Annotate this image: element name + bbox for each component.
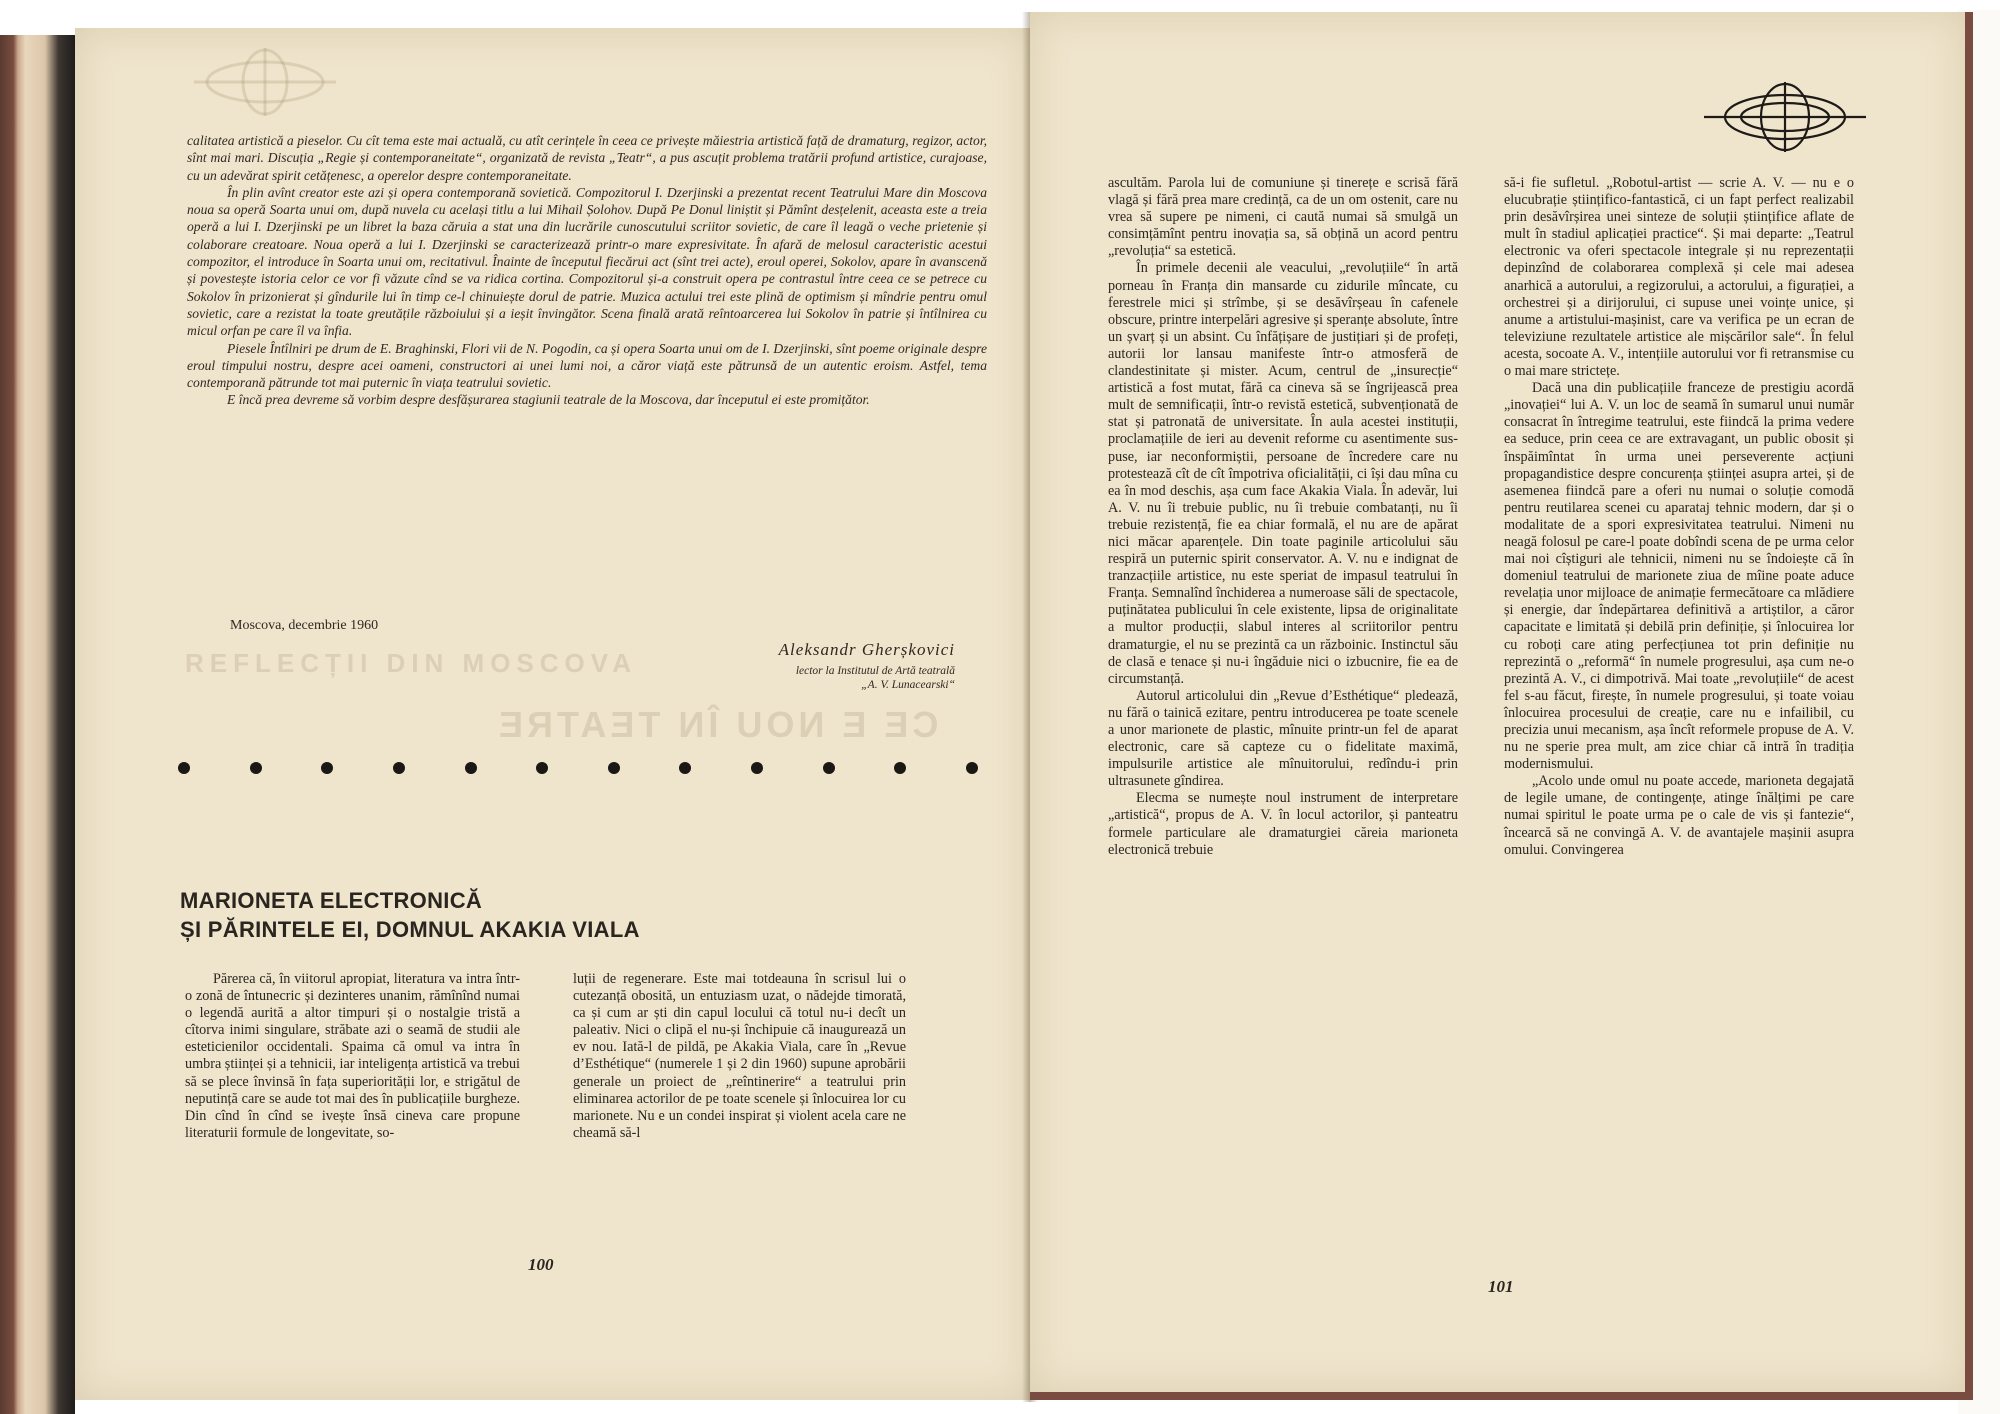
faded-globe-logo-icon [190, 46, 340, 118]
intro-paragraph: În plin avînt creator este azi și opera contemporană sovietică. Compozitorul I. Dzerjinski a prezentat recent Teatrului Mare din Moscova noua sa operă Soarta unui om, după nuvela cu același titlu a lui Mihail Șolohov. După Pe Donul liniștit și Pămînt desțelenit, aceasta este a treia operă a lui I. Dzerjinski pe un libret la baza căruia a stat una din lucrările cunoscutului scriitor sovietic, de care îl leagă o veche prietenie și colaborare creatoare. Noua operă a lui I. Dzerjinski se caracterizează printr-o mare expresivitate. În afară de melosul caracteristic acestui compozitor, el introduce în Soarta unui om, recitativul. Înainte de începutul fiecărui act (sînt trei acte), eroul operei, Sokolov, apare în avanscenă și povestește istoria celor ce vor fi văzute cînd se va ridica cortina. Compozitorul și-a construit opera pe contrastul între ceea ce se petrece cu Sokolov în prizonierat și gîndurile lui în timp ce-l chinuiește dorul de patrie. Muzica actului trei este plină de optimism și mîndrie pentru omul sovietic, care a rezistat la toate greutățile războiului și a ieșit învingător. Scena finală arată reîntoarcerea lui Sokolov în patrie și întîlnirea cu micul orfan pe care îl va înfia. [187, 184, 987, 339]
globe-logo-icon [1702, 80, 1868, 154]
intro-paragraph: calitatea artistică a pieselor. Cu cît tema este mai actuală, cu atît cerințele în ceea ce privește măiestria artistică față de dramaturg, regizor, actor, sînt mai mari. Discuția „Regie și contemporaneitate“, organizată de revista „Teatr“, a pus ascuțit problema tratării profund artistice, curajoase, cu un adevărat spirit cetățenesc, a operelor despre contemporaneitate. [187, 133, 987, 183]
separator-dot [823, 762, 835, 774]
article-column-1 [185, 971, 520, 1281]
separator-dot [393, 762, 405, 774]
article-paragraph: ascultăm. Parola lui de comuniune și tinerețe e scrisă fără vlagă și fără prea mare credință, ca de un om ostenit, care nu vrea să supere pe nimeni, ci caută numai să smulgă un consimțămînt pentru inovația sa, să obțină un acord pentru „revoluția“ sa estetică. [1108, 175, 1458, 260]
page-number: 101 [1488, 1277, 1514, 1296]
right-page [1030, 12, 1973, 1400]
article-column-3 [1108, 175, 1458, 1260]
article-column-2 [573, 971, 906, 1281]
separator-dot [250, 762, 262, 774]
intro-paragraph: E încă prea devreme să vorbim despre desfășurarea stagiunii teatrale de la Moscova, dar începutul ei este promițător. [227, 392, 870, 408]
intro-text-block [187, 132, 987, 502]
intro-paragraph: Piesele Întîlniri pe drum de E. Braghinski, Flori vii de N. Pogodin, ca și opera Soarta unui om de I. Dzerjinski, sînt poeme originale despre eroul timpului nostru, despre acei oameni, constructori ai unei lumi noi, a căror viață este pătrunsă de un autentic eroism. Astfel, tema contemporană pătrunde tot mai puternic în viața teatrului sovietic. [187, 340, 987, 391]
separator-dot [465, 762, 477, 774]
article-title [180, 886, 980, 944]
separator-dot [966, 762, 978, 774]
separator-dot [679, 762, 691, 774]
dot-separator [178, 762, 978, 774]
separator-dot [178, 762, 190, 774]
book-binding-edge [0, 35, 75, 1414]
article-paragraph: „Acolo unde omul nu poate accede, marioneta degajată de legile umane, de contingențe, atinge înălțimi pe care numai spiritul le poate urma pe o cale de vis și fantezie“, încearcă să ne convingă A. V. de avantajele mașinii asupra omului. Convingerea [1504, 773, 1854, 858]
article-title-line-2: ȘI PĂRINTELE EI, DOMNUL AKAKIA VIALA [180, 917, 640, 942]
article-paragraph: Dacă una din publicațiile franceze de prestigiu acordă „inovației“ lui A. V. un loc de seamă în sumarul unui număr consacrat în întregime teatrului, este fiindcă la prima vedere ea seduce, prin ceea ce are extravagant, un public obosit și înspăimîntat în urma unei perseverente acțiuni propagandistice despre concurența științei asupra artei, și de asemenea fiindcă pare a oferi nu numai o soluție comodă pentru reutilarea scenei cu aparataj tehnic modern, dar și o modalitate de a spori expresivitatea teatrului. Nimeni nu neagă folosul pe care-l poate dobîndi scena de pe urma celor mai noi cîștiguri ale tehnicii, nimeni nu se îndoiește că în domeniul teatrului de marionete ziua de mîine poate aduce revelația unor mijloace de animație fermecătoare ca mlădiere și energie, dar îndepărtarea definitivă a artiștilor, a căror capacitate e limitată și debilă prin definiție, și înlocuirea lor cu roboți care ating perfecțiunea tot prin definiție nu reprezintă o „reformă“ în numele progresului, așa cum ne-o prezintă A. V., ci dimpotrivă. Mai toate „revoluțiile“ de acest fel s-au făcut, firește, în numele progresului, și toate voiau înlocuirea procesului de creație, care nu e infailibil, cu precizia unui mecanism, așa încît reformele propuse de A. V. nu ne sperie prea mult, am zice chiar că intră în tradiția modernismului. [1504, 380, 1854, 773]
show-through-heading: REFLECȚII DIN MOSCOVA [185, 648, 637, 678]
left-page [75, 28, 1030, 1400]
author-name: Aleksandr Gherșkovici [778, 640, 955, 659]
article-title-line-1: MARIONETA ELECTRONICĂ [180, 888, 483, 913]
author-role-line-1: lector la Institutul de Artă teatrală [795, 665, 955, 677]
separator-dot [536, 762, 548, 774]
separator-dot [751, 762, 763, 774]
separator-dot [321, 762, 333, 774]
article-paragraph: Părerea că, în viitorul apropiat, literatura va intra într-o zonă de întunecric și dezinteres unanim, rămînînd numai o legendă aurită a altor timpuri și o nostalgie tristă a cîtorva inimi singulare, străbate azi o seamă de studii ale esteticienilor occidentali. Spaima că omul va intra în umbra științei și a tehnicii, iar inteligența artistică va trebui să se plece învinsă în fața superiorității lor, e strigătul de neputință care se aude tot mai des în publicațiile burgheze. Din cînd în cînd se ivește însă cineva care propune literaturii formule de longevitate, so- [185, 971, 520, 1141]
dateline: Moscova, decembrie 1960 [230, 618, 379, 633]
article-column-4 [1504, 175, 1854, 1260]
page-number: 100 [528, 1255, 554, 1274]
article-paragraph: În primele decenii ale veacului, „revoluțiile“ în artă porneau în Franța din mansarde cu zidurile mîncate, cu ferestrele mici și strîmbe, și se desăvîrșeau în cafenele obscure, printre interpelări agresive și speranțe absolute, între un șvarț și un absint. Cu înfățișare de justițiari și de profeți, autorii lor lansau manifeste într-o atmosferă de clandestinitate și mister. Acum, centrul de „insurecție“ artistică a fost mutat, fără ca cineva să se îngrijească prea mult de semnificații, într-o revistă estetică, subvenționată de stat și patronată de universitate. În aula acestei instituții, proclamațiile de ieri au devenit reforme cu asentimente sus-puse, iar neconformiștii, persoane de încredere care nu protestează cît de cît împotriva oficialității, ci își dau mîna cu ea în mod deschis, așa cum face Akakia Viala. În adevăr, lui A. V. nu îi trebuie public, nu îi trebuie combatanți, nu îi trebuie rezistență, fie ea chiar formală, el nu are de apărat nici măcar aparențele. Din toate paginile articolului său respiră un puternic spirit conservator. A. V. nu e indignat de tranzacțiile artistice, nu este speriat de impasul teatrului în Franța. Semnalînd închiderea a numeroase săli de spectacole, puținătatea publicului în cele existente, lipsa de originalitate a multor producții, slabul interes al scriitorilor pentru dramaturgie, el nu se prezintă ca un războinic. Instinctul său de clasă e tenace și nu-i îngăduie nici o izbucnire, fie ea de circumstanță. [1108, 260, 1458, 687]
separator-dot [608, 762, 620, 774]
show-through-heading: CE E NOU ÎN TEATRE [495, 704, 939, 745]
article-paragraph: Autorul articolului din „Revue d’Esthétique“ pledează, nu fără o tainică ezitare, pentru introducerea pe toate scenele a unor marionete de plastic, mînuite printr-un fel de aparat electronic, care să capteze cu o fidelitate maximă, impulsurile artistice ale mînuitorului, redîndu-i prin ultrasunete gîndirea. [1108, 687, 1458, 790]
article-paragraph: să-i fie sufletul. „Robotul-artist — scrie A. V. — nu e o elucubrație științifico-fantastică, ci un fapt perfect realizabil prin desăvîrșirea unei sinteze de soluții științifice aflate de mult în stadiul aplicației practice“. Și mai departe: „Teatrul electronic va oferi spectacole integrale și nu reprezentații depinzînd de colaborarea complexă și cele mai adesea anarhică a autorului, a regizorului, a actorului, a figurației, a orchestrei și a dirijorului, ci supuse unei voințe unice, și anume a artistului-mașinist, care va verifica pe un ecran de televiziune rezultatele artistice ale mișcărilor sale“. În felul acesta, socoate A. V., intențiile autorului vor fi retransmise cu o mai mare strictețe. [1504, 175, 1854, 380]
author-role-line-2: „A. V. Lunacearski“ [861, 679, 955, 691]
article-paragraph: luții de regenerare. Este mai totdeauna în scrisul lui o cutezanță obosită, un entuziasm uzat, o nădejde timorată, ca și cum ar ști din capul locului că totul nu-i decît un paleativ. Nici o clipă el nu-și închipuie că inaugurează un ev nou. Iată-l de pildă, pe Akakia Viala, care în „Revue d’Esthétique“ (numerele 1 și 2 din 1960) supune aprobării generale un proiect de „reîntinerire“ a teatrului prin eliminarea actorilor de pe toate scenele și înlocuirea lor cu marionete. Nu e un condei inspirat și violent acela care ne cheamă să-l [573, 971, 906, 1141]
article-paragraph: Elecma se numește noul instrument de interpretare „artistică“, propus de A. V. în locul actorilor, și panteatru formele particulare ale dramaturgiei căreia marioneta electronică trebuie [1108, 790, 1458, 858]
separator-dot [894, 762, 906, 774]
